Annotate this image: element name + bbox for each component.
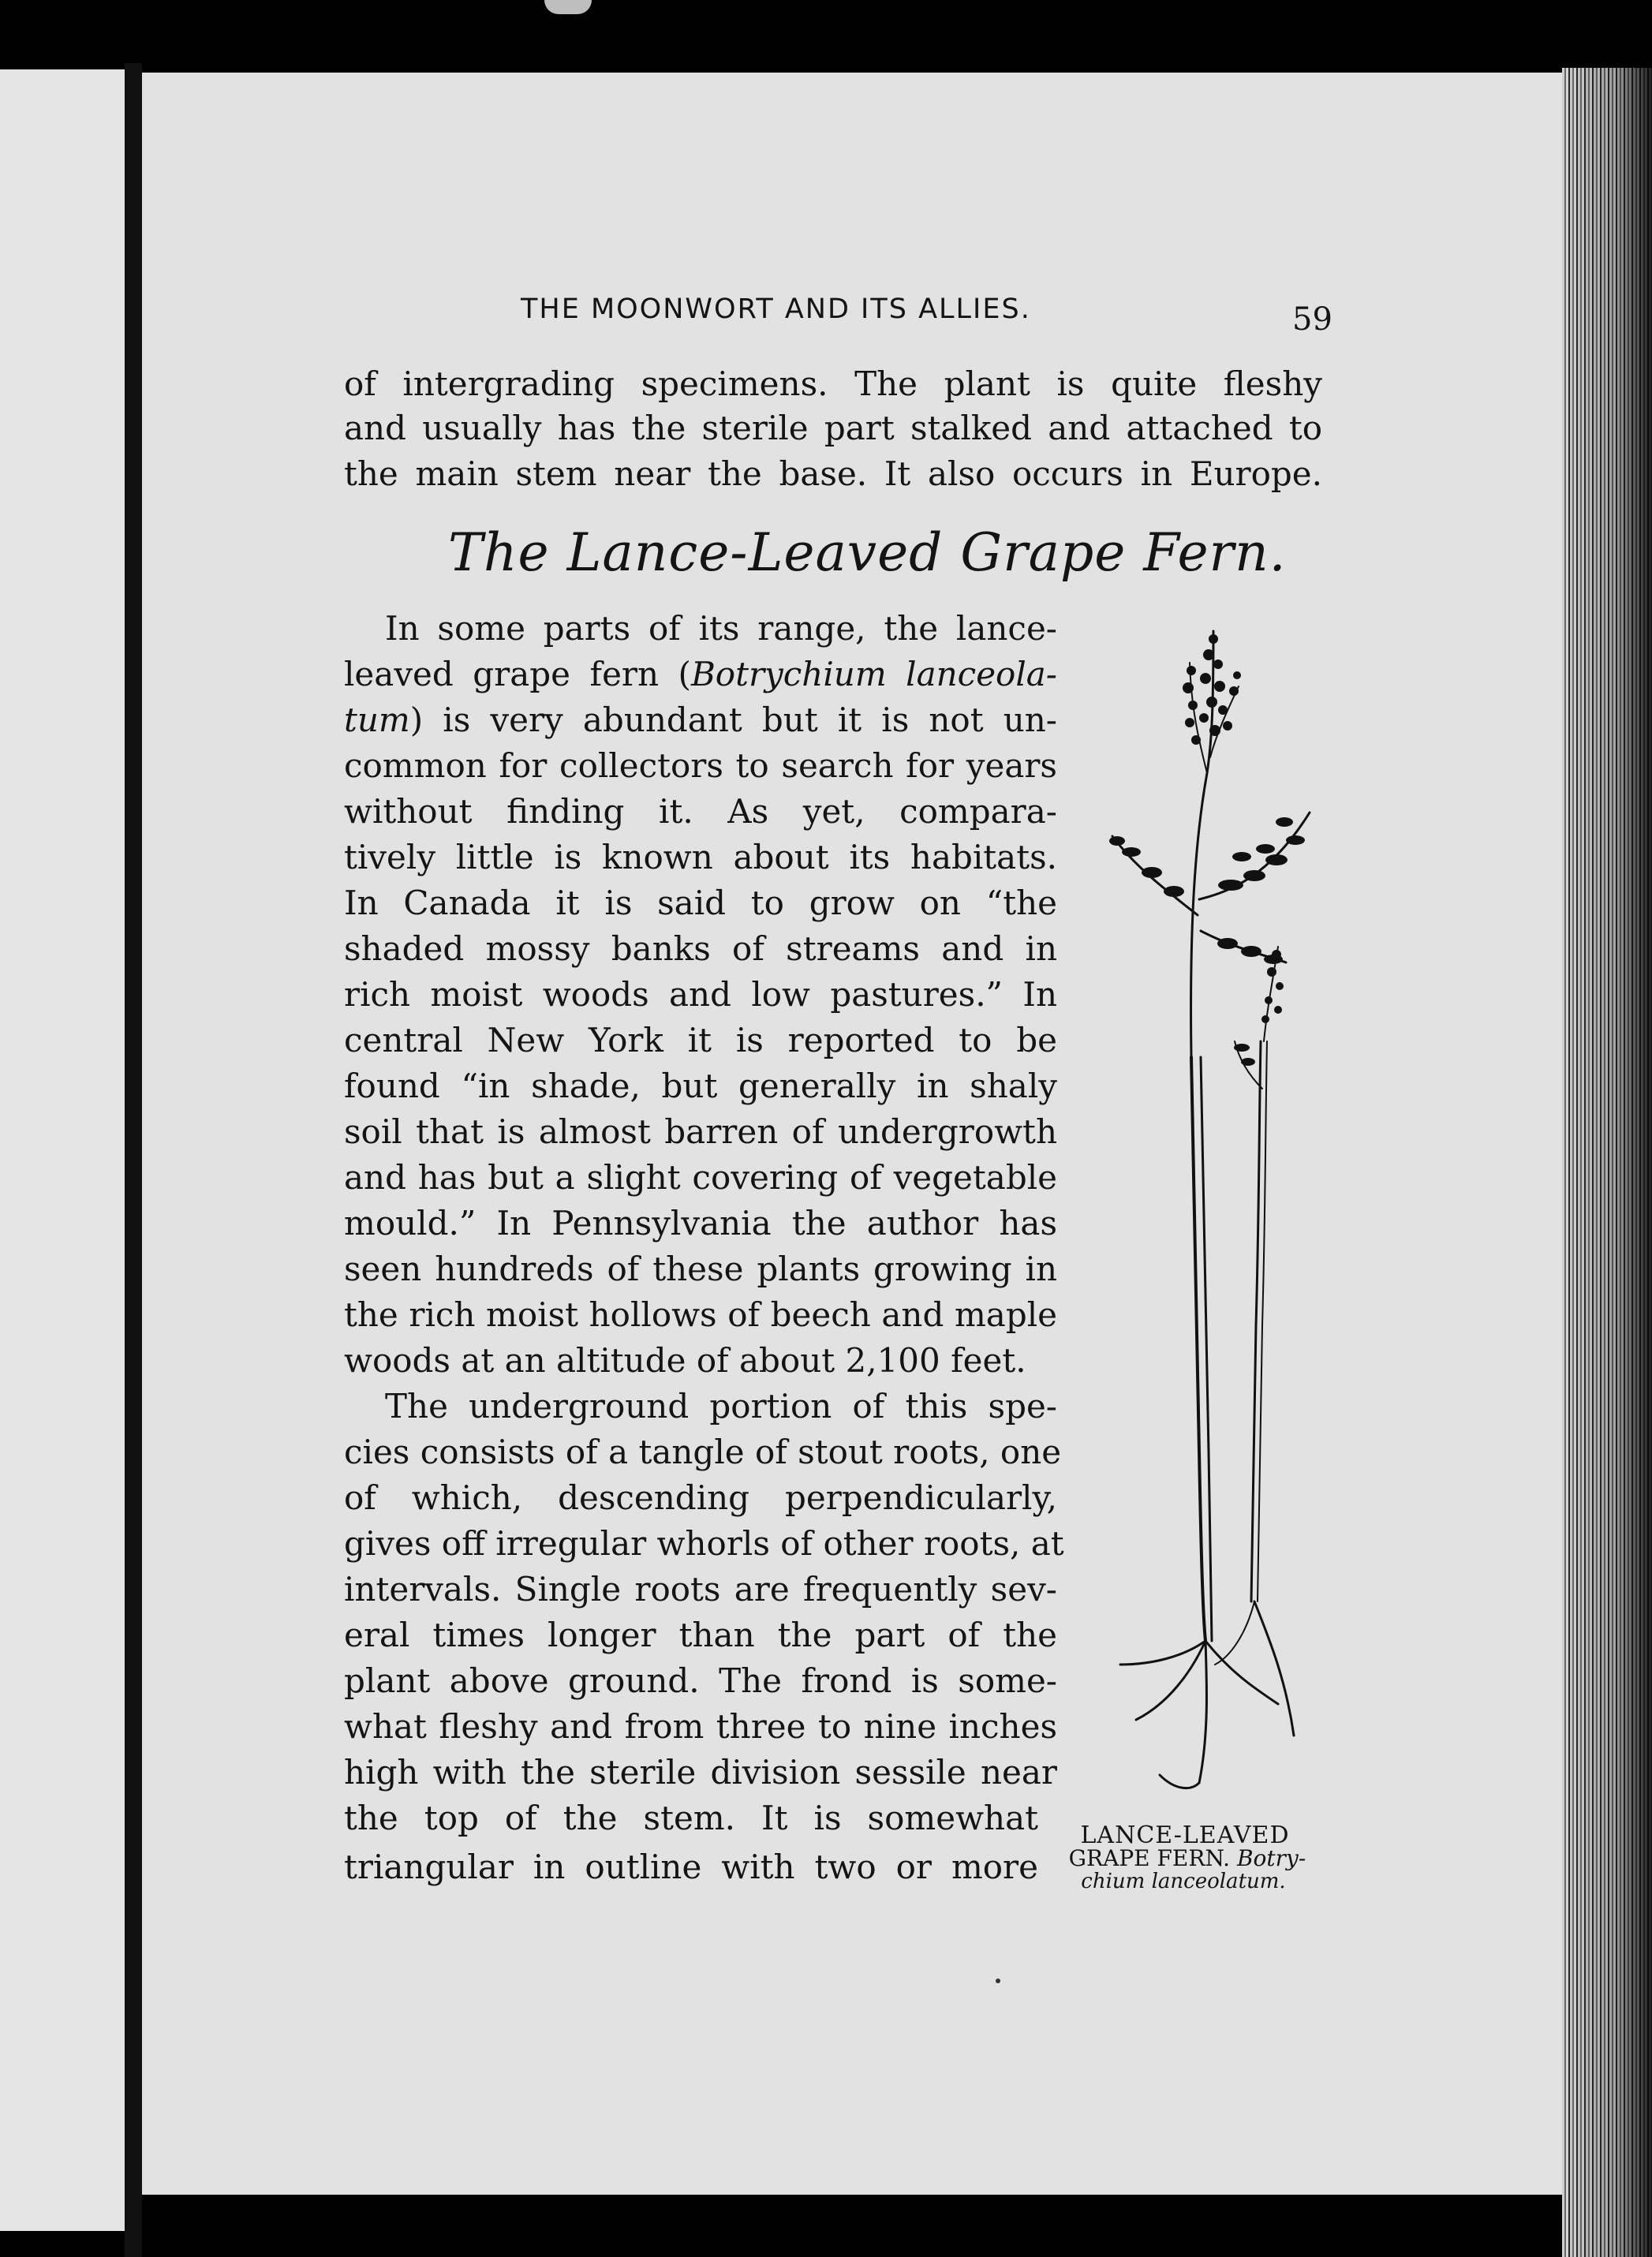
body-line: and has but a slight covering of vegetable bbox=[344, 1158, 1057, 1197]
body-line-text: leaved grape fern ( bbox=[344, 655, 691, 693]
body-line bbox=[344, 701, 1057, 739]
body-line: rich moist woods and low pastures.” In bbox=[344, 975, 1057, 1014]
figure-caption-scientific-name: chium lanceolatum. bbox=[1081, 1870, 1286, 1893]
body-line: found “in shade, but generally in shaly bbox=[344, 1067, 1057, 1105]
top-paragraph-line: of intergrading specimens. The plant is quite fleshy bbox=[344, 364, 1322, 403]
figure-caption-common-name: GRAPE FERN. bbox=[1068, 1845, 1231, 1871]
body-line: central New York it is reported to be bbox=[344, 1021, 1057, 1059]
facing-page-edge bbox=[0, 69, 128, 2231]
top-paragraph-line: the main stem near the base. It also occurs in Europe. bbox=[344, 454, 1322, 493]
species-name-italic: tum bbox=[344, 701, 410, 739]
body-line: intervals. Single roots are frequently sev- bbox=[344, 1570, 1057, 1609]
page-speck bbox=[996, 1979, 1000, 1983]
body-line: seen hundreds of these plants growing in bbox=[344, 1250, 1057, 1288]
running-head: THE MOONWORT AND ITS ALLIES. bbox=[521, 293, 1031, 325]
body-line: In Canada it is said to grow on “the bbox=[344, 884, 1057, 922]
body-line: cies consists of a tangle of stout roots, one bbox=[344, 1433, 1062, 1471]
body-line: soil that is almost barren of undergrowth bbox=[344, 1112, 1057, 1151]
section-title: The Lance-Leaved Grape Fern. bbox=[448, 522, 1287, 583]
figure-caption-line bbox=[1049, 1845, 1325, 1871]
body-line: triangular in outline with two or more bbox=[344, 1848, 1038, 1886]
lance-leaved-grape-fern-illustration bbox=[1073, 615, 1333, 1814]
body-line: woods at an altitude of about 2,100 feet. bbox=[344, 1341, 1026, 1380]
body-line: high with the sterile division sessile near bbox=[344, 1753, 1057, 1792]
body-line: tively little is known about its habitats. bbox=[344, 838, 1057, 876]
body-line: gives off irregular whorls of other roots, at bbox=[344, 1524, 1064, 1563]
body-line: plant above ground. The frond is some- bbox=[344, 1661, 1057, 1700]
body-line bbox=[344, 655, 1057, 693]
body-line: eral times longer than the part of the bbox=[344, 1616, 1057, 1654]
body-line: The underground portion of this spe- bbox=[385, 1387, 1057, 1426]
body-line: In some parts of its range, the lance- bbox=[385, 609, 1057, 648]
figure-caption-title: LANCE-LEAVED bbox=[1080, 1822, 1290, 1849]
body-line: shaded mossy banks of streams and in bbox=[344, 929, 1057, 968]
body-line: common for collectors to search for years bbox=[344, 746, 1057, 785]
book-gutter bbox=[125, 63, 142, 2257]
body-line: the rich moist hollows of beech and maple bbox=[344, 1295, 1057, 1334]
figure-caption-genus: Botry- bbox=[1236, 1845, 1306, 1871]
body-line-text: ) is very abundant but it is not un- bbox=[409, 701, 1057, 739]
binding-clip bbox=[544, 0, 592, 14]
page-edge-shadow bbox=[1562, 68, 1652, 2257]
body-line: of which, descending perpendicularly, bbox=[344, 1478, 1057, 1517]
page-number: 59 bbox=[1292, 301, 1332, 338]
body-line: mould.” In Pennsylvania the author has bbox=[344, 1204, 1057, 1242]
species-name-italic: Botrychium lanceola- bbox=[690, 655, 1057, 693]
body-line: what fleshy and from three to nine inches bbox=[344, 1707, 1057, 1746]
body-line: the top of the stem. It is somewhat bbox=[344, 1799, 1038, 1837]
top-paragraph-line: and usually has the sterile part stalked and attached to bbox=[344, 409, 1322, 447]
body-line: without finding it. As yet, compara- bbox=[344, 792, 1057, 831]
